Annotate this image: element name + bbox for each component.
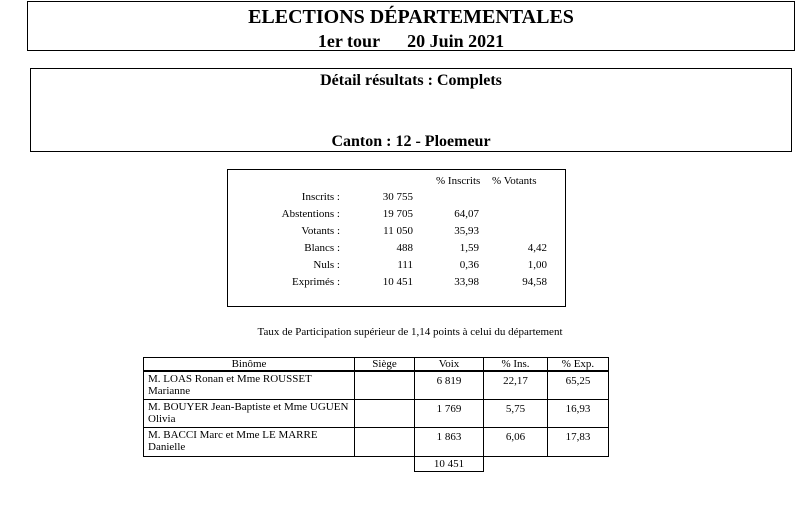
stat-label: Exprimés :	[292, 276, 340, 288]
round-label: 1er tour	[317, 31, 381, 51]
stat-value: 19 705	[382, 208, 413, 220]
stats-row-inscrits	[228, 191, 565, 208]
stats-box	[227, 169, 566, 307]
stat-pct-inscrits: 0,36	[459, 259, 479, 271]
col-header-siege: Siège	[354, 357, 415, 371]
candidate-pct-ins: 5,75	[483, 399, 548, 428]
candidate-siege	[354, 399, 415, 428]
col-header-pct-ins: % Ins.	[483, 357, 548, 371]
candidate-name: M. BOUYER Jean-Baptiste et Mme UGUEN Olivia	[143, 399, 355, 428]
candidate-pct-exp: 17,83	[547, 427, 609, 457]
canton-title: Canton : 12 - Ploemeur	[331, 133, 491, 150]
stat-pct-inscrits: 35,93	[454, 225, 479, 237]
stat-label: Nuls :	[313, 259, 340, 271]
candidate-siege	[354, 371, 415, 400]
stats-header-inscrits: % Inscrits	[436, 175, 481, 187]
stat-pct-inscrits: 64,07	[454, 208, 479, 220]
candidate-voix: 1 863	[414, 427, 484, 457]
stat-pct-votants: 4,42	[527, 242, 547, 254]
candidate-pct-exp: 65,25	[547, 371, 609, 400]
stats-row-nuls	[228, 259, 565, 276]
col-header-pct-exp: % Exp.	[547, 357, 609, 371]
stats-row-votants	[228, 225, 565, 242]
candidate-pct-ins: 6,06	[483, 427, 548, 457]
candidate-voix: 1 769	[414, 399, 484, 428]
detail-box	[30, 68, 792, 152]
candidate-name: M. LOAS Ronan et Mme ROUSSET Marianne	[143, 371, 355, 400]
col-header-voix: Voix	[414, 357, 484, 371]
title-box	[27, 1, 795, 51]
stat-value: 488	[396, 242, 413, 254]
col-header-binome: Binôme	[143, 357, 355, 371]
stat-value: 11 050	[383, 225, 413, 237]
stat-label: Abstentions :	[281, 208, 340, 220]
stat-value: 10 451	[382, 276, 413, 288]
detail-title: Détail résultats : Complets	[320, 72, 502, 89]
election-date: 20 Juin 2021	[407, 31, 505, 51]
candidate-pct-ins: 22,17	[483, 371, 548, 400]
stats-row-exprimes	[228, 276, 565, 293]
candidate-name: M. BACCI Marc et Mme LE MARRE Danielle	[143, 427, 355, 457]
stat-pct-votants: 94,58	[522, 276, 547, 288]
stat-label: Inscrits :	[301, 191, 340, 203]
stats-row-blancs	[228, 242, 565, 259]
stat-pct-votants: 1,00	[527, 259, 547, 271]
page-title: ELECTIONS DÉPARTEMENTALES	[248, 6, 574, 28]
stat-label: Blancs :	[304, 242, 340, 254]
total-voix: 10 451	[414, 456, 484, 472]
candidate-siege	[354, 427, 415, 457]
stat-value: 30 755	[382, 191, 413, 203]
round-date	[28, 31, 794, 52]
candidate-pct-exp: 16,93	[547, 399, 609, 428]
stat-value: 111	[397, 259, 413, 271]
stat-label: Votants :	[301, 225, 340, 237]
stat-pct-inscrits: 33,98	[454, 276, 479, 288]
stats-header-votants: % Votants	[492, 175, 537, 187]
stat-pct-inscrits: 1,59	[459, 242, 479, 254]
stats-row-abstentions	[228, 208, 565, 225]
participation-note: Taux de Participation supérieur de 1,14 points à celui du département	[257, 326, 563, 338]
candidate-voix: 6 819	[414, 371, 484, 400]
